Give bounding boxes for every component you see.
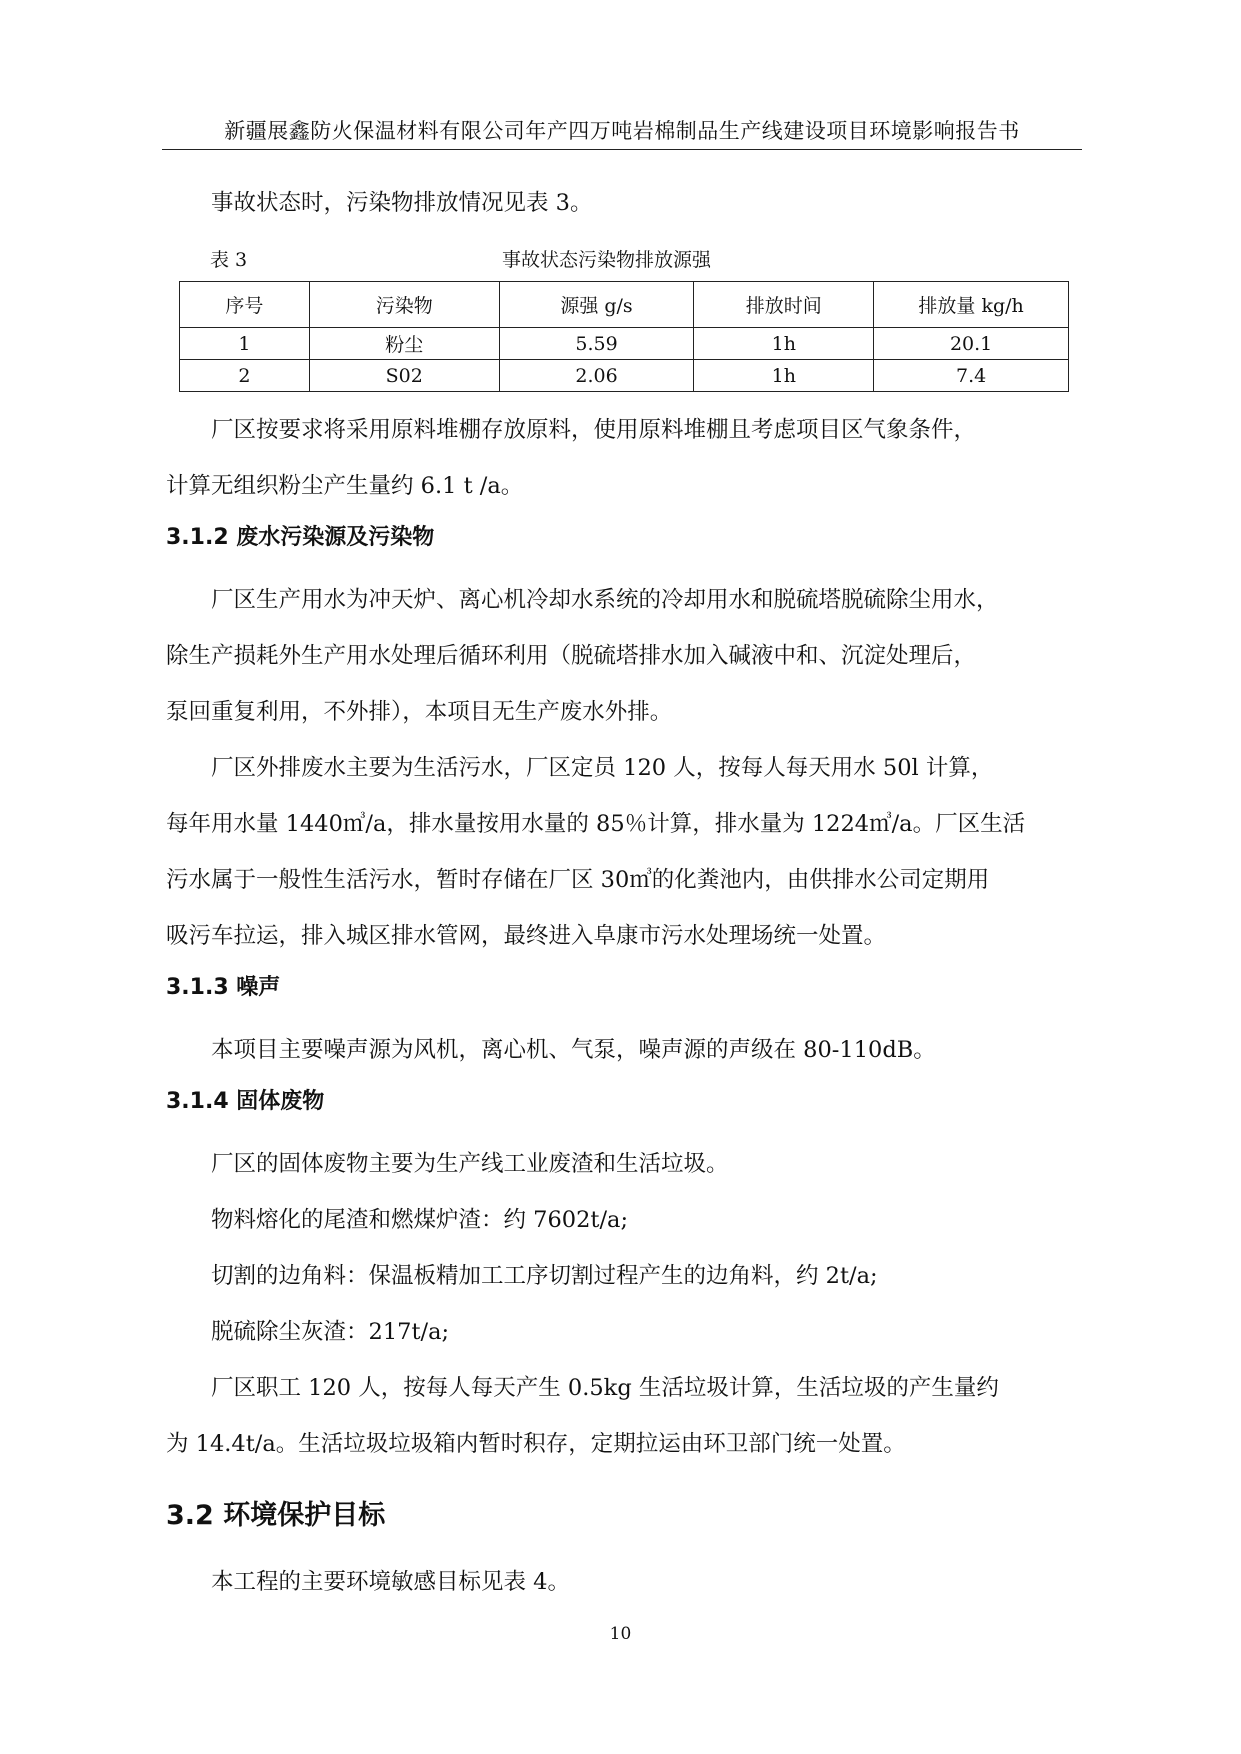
table-cell: 7.4 [874, 360, 1069, 392]
page-number: 10 [609, 1624, 632, 1644]
domestic-wastewater-line: 每年用水量 1440㎥/a，排水量按用水量的 85％计算，排水量为 1224㎥/a。厂区生活 [166, 811, 1026, 837]
table-intro: 事故状态时，污染物排放情况见表 3。 [211, 190, 593, 216]
column-header: 源强 g/s [499, 282, 694, 328]
column-header: 污染物 [309, 282, 499, 328]
domestic-wastewater-line: 厂区外排废水主要为生活污水，厂区定员 120 人，按每人每天用水 50l 计算， [211, 755, 994, 781]
table-cell: 2.06 [499, 360, 694, 392]
table-header-row [180, 282, 1069, 328]
solid-waste-paragraph: 物料熔化的尾渣和燃煤炉渣：约 7602t/a; [211, 1207, 629, 1233]
domestic-wastewater-line: 吸污车拉运，排入城区排水管网，最终进入阜康市污水处理场统一处置。 [166, 923, 887, 949]
wastewater-paragraph-line: 泵回重复利用，不外排），本项目无生产废水外排。 [166, 699, 673, 725]
table-row [180, 360, 1069, 392]
column-header: 排放量 kg/h [874, 282, 1069, 328]
running-header: 新疆展鑫防火保温材料有限公司年产四万吨岩棉制品生产线建设项目环境影响报告书 [224, 119, 1020, 143]
emission-table [179, 281, 1069, 392]
table-cell: 1 [180, 328, 310, 360]
wastewater-paragraph-line: 除生产损耗外生产用水处理后循环利用（脱硫塔排水加入碱液中和、沉淀处理后， [166, 643, 977, 669]
domestic-garbage-line: 为 14.4t/a。生活垃圾垃圾箱内暂时积存，定期拉运由环卫部门统一处置。 [166, 1431, 906, 1457]
noise-paragraph: 本项目主要噪声源为风机，离心机、气泵，噪声源的声级在 80-110dB。 [211, 1037, 936, 1063]
dust-paragraph-line: 厂区按要求将采用原料堆棚存放原料，使用原料堆棚且考虑项目区气象条件， [211, 417, 977, 443]
protection-target-paragraph: 本工程的主要环境敏感目标见表 4。 [211, 1569, 570, 1595]
table-title: 事故状态污染物排放源强 [502, 249, 712, 271]
header-divider [162, 149, 1082, 150]
section-heading-3-1-2: 3.1.2 废水污染源及污染物 [166, 525, 435, 550]
table-cell: 5.59 [499, 328, 694, 360]
table-cell: 20.1 [874, 328, 1069, 360]
table-number: 表 3 [210, 249, 248, 271]
solid-waste-paragraph: 厂区的固体废物主要为生产线工业废渣和生活垃圾。 [211, 1151, 729, 1177]
section-heading-3-1-3: 3.1.3 噪声 [166, 975, 281, 1000]
solid-waste-paragraph: 脱硫除尘灰渣：217t/a; [211, 1319, 450, 1345]
table-cell: 2 [180, 360, 310, 392]
wastewater-paragraph-line: 厂区生产用水为冲天炉、离心机冷却水系统的冷却用水和脱硫塔脱硫除尘用水， [211, 587, 999, 613]
table-caption [210, 245, 1070, 275]
domestic-garbage-line: 厂区职工 120 人，按每人每天产生 0.5kg 生活垃圾计算，生活垃圾的产生量约 [211, 1375, 999, 1401]
table-cell: S02 [309, 360, 499, 392]
table-row [180, 328, 1069, 360]
table-cell: 粉尘 [309, 328, 499, 360]
dust-paragraph-line: 计算无组织粉尘产生量约 6.1 t /a。 [166, 473, 524, 499]
table-cell: 1h [694, 328, 874, 360]
domestic-wastewater-line: 污水属于一般性生活污水，暂时存储在厂区 30㎥的化粪池内，由供排水公司定期用 [166, 867, 990, 893]
solid-waste-paragraph: 切割的边角料：保温板精加工工序切割过程产生的边角料，约 2t/a; [211, 1263, 878, 1289]
column-header: 排放时间 [694, 282, 874, 328]
column-header: 序号 [180, 282, 310, 328]
section-heading-3-2: 3.2 环境保护目标 [166, 1500, 386, 1531]
section-heading-3-1-4: 3.1.4 固体废物 [166, 1089, 325, 1114]
table-cell: 1h [694, 360, 874, 392]
